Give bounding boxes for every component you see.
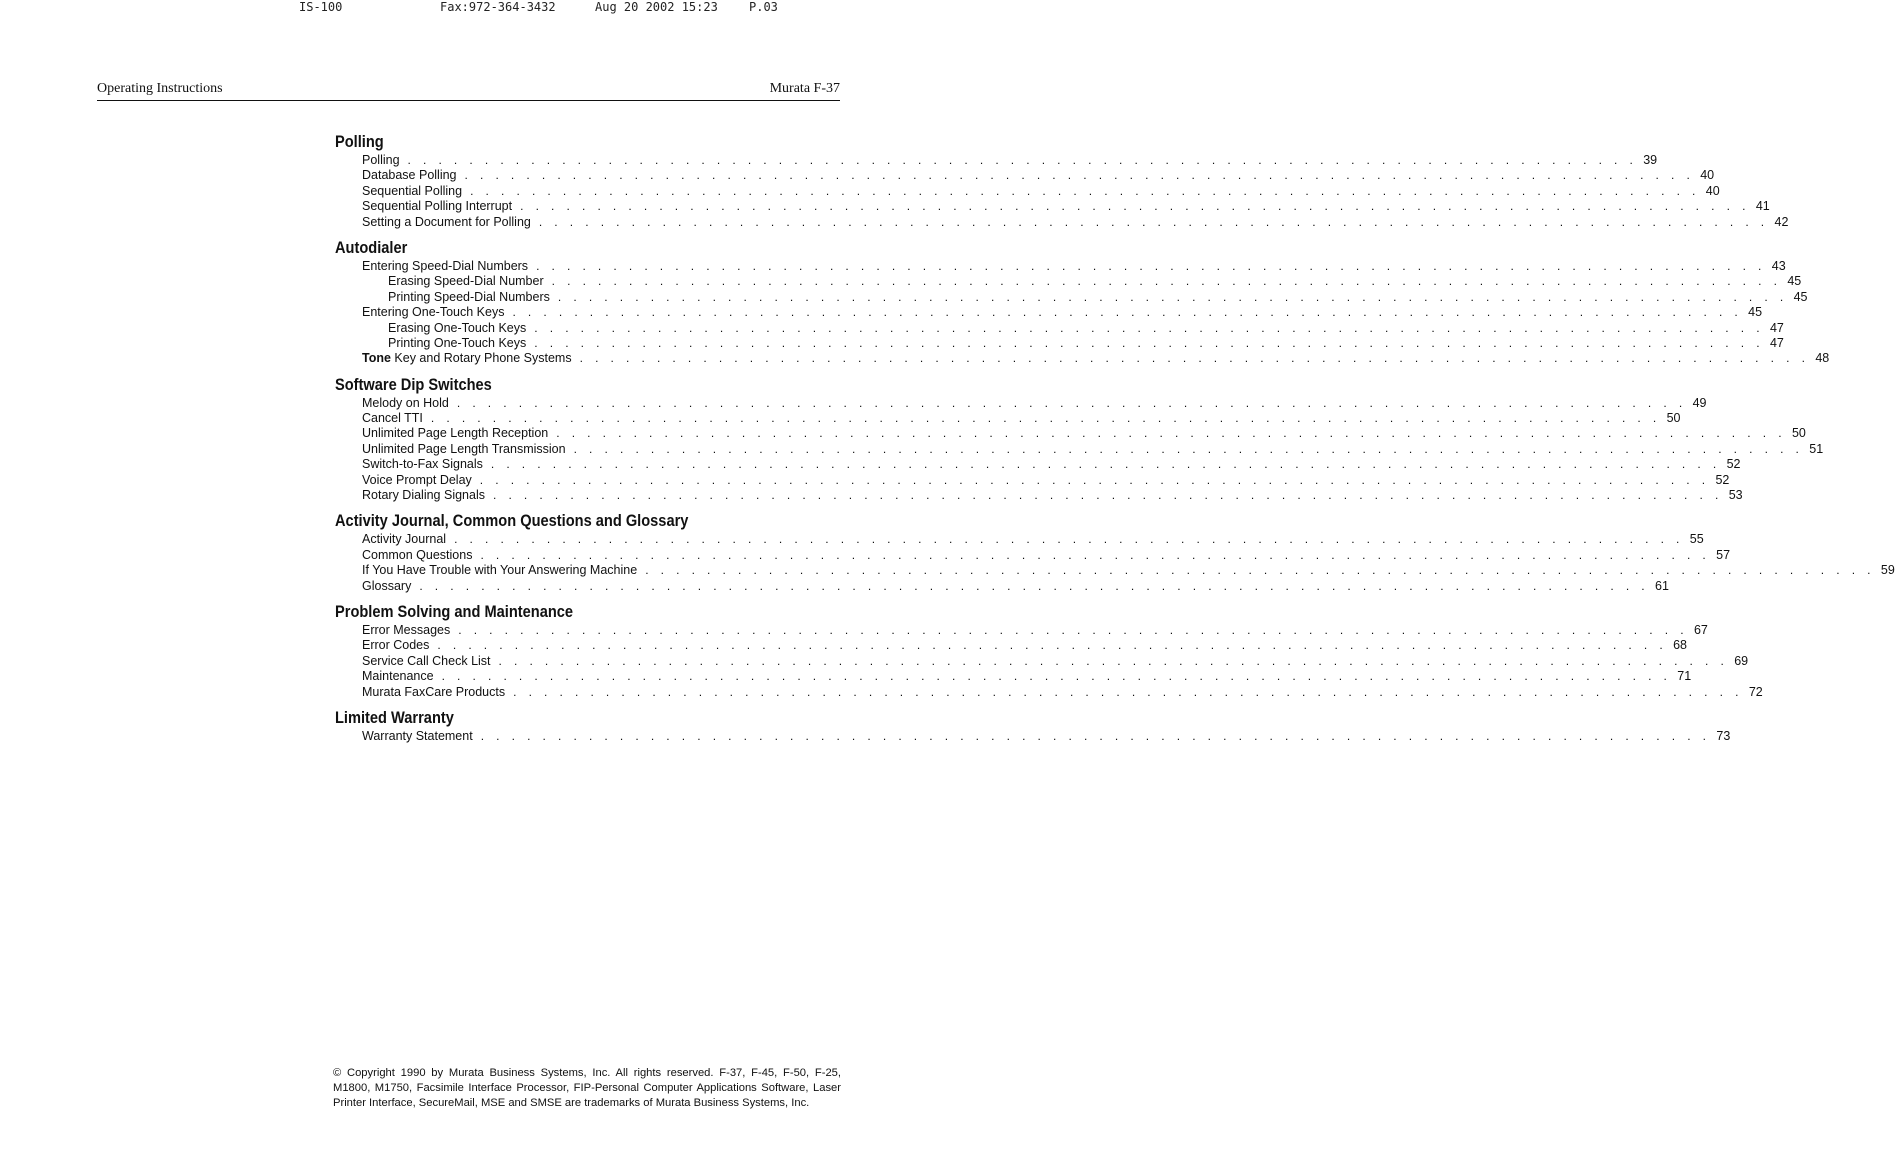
toc-entry-page: 50 — [1666, 411, 1681, 426]
dot-leader: . . . . . . . . . . . . . . . . . . . . . . . . . . . . . . . . . . . . . . . . . . . . . . . . . . . . . . . . . . . . . . . . . . . . . . . . . . . . . . . . — [454, 532, 1684, 547]
toc-entry-page: 71 — [1677, 669, 1692, 684]
toc-entry-label: Printing One-Touch Keys — [388, 335, 527, 350]
toc-entry — [335, 274, 1802, 289]
toc-entry-page: 39 — [1643, 153, 1658, 167]
toc-entry-page: 72 — [1748, 684, 1763, 699]
toc-entry-label — [362, 351, 572, 366]
toc-section — [335, 510, 1895, 594]
toc-entry-page: 49 — [1692, 395, 1707, 410]
table-of-contents — [335, 131, 1895, 751]
toc-section-title: Autodialer — [335, 237, 408, 257]
toc-entry-label: Voice Prompt Delay — [362, 472, 472, 487]
toc-entry — [335, 563, 1895, 578]
toc-entry — [335, 532, 1704, 547]
toc-entry — [335, 622, 1708, 638]
toc-entry-page: 48 — [1815, 351, 1830, 366]
fax-number: Fax:972-364-3432 — [440, 0, 556, 14]
toc-section-title: Polling — [335, 132, 384, 151]
toc-entry-label: Melody on Hold — [362, 395, 449, 410]
dot-leader: . . . . . . . . . . . . . . . . . . . . . . . . . . . . . . . . . . . . . . . . . . . . . . . . . . . . . . . . . . . . . . . . . . . . . . . . . . . . . . . . — [551, 274, 1782, 289]
toc-entry-page: 45 — [1748, 305, 1763, 320]
dot-leader: . . . . . . . . . . . . . . . . . . . . . . . . . . . . . . . . . . . . . . . . . . . . . . . . . . . . . . . . . . . . . . . . . . . . . . . . . . . . . . . . — [534, 335, 1764, 350]
dot-leader: . . . . . . . . . . . . . . . . . . . . . . . . . . . . . . . . . . . . . . . . . . . . . . . . . . . . . . . . . . . . . . . . . . . . . . . . . . . . . . . . — [538, 214, 1769, 229]
toc-entry-label: Cancel TTI — [362, 411, 423, 426]
toc-entry — [335, 289, 1808, 305]
toc-entry-label: Murata FaxCare Products — [362, 684, 506, 699]
dot-leader: . . . . . . . . . . . . . . . . . . . . . . . . . . . . . . . . . . . . . . . . . . . . . . . . . . . . . . . . . . . . . . . . . . . . . . . . . . . . . . . . — [441, 669, 1672, 684]
dot-leader: . . . . . . . . . . . . . . . . . . . . . . . . . . . . . . . . . . . . . . . . . . . . . . . . . . . . . . . . . . . . . . . . . . . . . . . . . . . . . . . . — [579, 351, 1810, 366]
toc-entry-page: 40 — [1700, 168, 1715, 183]
toc-entry-page: 59 — [1880, 563, 1895, 578]
dot-leader: . . . . . . . . . . . . . . . . . . . . . . . . . . . . . . . . . . . . . . . . . . . . . . . . . . . . . . . . . . . . . . . . . . . . . . . . . . . . . . . . — [573, 441, 1804, 456]
fax-transmission-header — [0, 0, 893, 16]
dot-leader: . . . . . . . . . . . . . . . . . . . . . . . . . . . . . . . . . . . . . . . . . . . . . . . . . . . . . . . . . . . . . . . . . . . . . . . . . . . . . . . . — [556, 426, 1786, 441]
dot-leader: . . . . . . . . . . . . . . . . . . . . . . . . . . . . . . . . . . . . . . . . . . . . . . . . . . . . . . . . . . . . . . . . . . . . . . . . . . . . . . . . — [513, 684, 1743, 699]
dot-leader: . . . . . . . . . . . . . . . . . . . . . . . . . . . . . . . . . . . . . . . . . . . . . . . . . . . . . . . . . . . . . . . . . . . . . . . . . . . . . . . . — [498, 653, 1729, 668]
dot-leader: . . . . . . . . . . . . . . . . . . . . . . . . . . . . . . . . . . . . . . . . . . . . . . . . . . . . . . . . . . . . . . . . . . . . . . . . . . . . . . . . — [645, 563, 1875, 578]
dot-leader: . . . . . . . . . . . . . . . . . . . . . . . . . . . . . . . . . . . . . . . . . . . . . . . . . . . . . . . . . . . . . . . . . . . . . . . . . . . . . . . . — [536, 258, 1766, 273]
toc-entry-label: Unlimited Page Length Transmission — [362, 441, 566, 456]
toc-entry — [335, 669, 1692, 684]
toc-entry — [335, 258, 1786, 274]
dot-leader: . . . . . . . . . . . . . . . . . . . . . . . . . . . . . . . . . . . . . . . . . . . . . . . . . . . . . . . . . . . . . . . . . . . . . . . . . . . . . . . . — [458, 622, 1688, 637]
toc-entry-page: 47 — [1769, 320, 1784, 335]
toc-entry-page: 68 — [1673, 638, 1687, 653]
running-head-left: Operating Instructions — [97, 81, 223, 96]
toc-entry-label: Glossary — [362, 578, 412, 593]
toc-entry-page: 53 — [1728, 488, 1743, 503]
toc-entry — [335, 547, 1731, 563]
toc-entry-label: Sequential Polling — [362, 183, 463, 198]
toc-entry-label: Erasing Speed-Dial Number — [388, 274, 544, 289]
toc-entry-page: 67 — [1693, 622, 1708, 637]
dot-leader: . . . . . . . . . . . . . . . . . . . . . . . . . . . . . . . . . . . . . . . . . . . . . . . . . . . . . . . . . . . . . . . . . . . . . . . . . . . . . . . . — [456, 395, 1687, 410]
toc-entry-page: 40 — [1705, 183, 1720, 198]
toc-entry-label: Activity Journal — [362, 532, 447, 547]
toc-section — [335, 131, 1789, 230]
toc-entry-label: If You Have Trouble with Your Answering Machine — [362, 563, 638, 578]
toc-entry-page: 69 — [1734, 653, 1749, 668]
toc-entry — [335, 653, 1749, 669]
toc-entry — [335, 320, 1784, 336]
dot-leader: . . . . . . . . . . . . . . . . . . . . . . . . . . . . . . . . . . . . . . . . . . . . . . . . . . . . . . . . . . . . . . . . . . . . . . . . . . . . . . . . — [557, 289, 1788, 304]
toc-entry-page: 52 — [1715, 472, 1730, 487]
toc-entry — [335, 395, 1707, 411]
toc-entry-page: 51 — [1809, 441, 1824, 456]
toc-entry-label: Erasing One-Touch Keys — [388, 320, 527, 335]
dot-leader: . . . . . . . . . . . . . . . . . . . . . . . . . . . . . . . . . . . . . . . . . . . . . . . . . . . . . . . . . . . . . . . . . . . . . . . . . . . . . . . . — [480, 547, 1711, 562]
toc-entry-label: Database Polling — [362, 168, 457, 183]
fax-date: Aug 20 2002 15:23 — [595, 0, 718, 14]
toc-entry-label-bold: Tone — [362, 351, 391, 366]
fax-page: P.03 — [749, 0, 778, 14]
toc-entry — [335, 153, 1658, 168]
toc-entry-label: Polling — [362, 153, 400, 167]
toc-entry-label: Rotary Dialing Signals — [362, 488, 485, 503]
toc-entry — [335, 441, 1824, 457]
dot-leader: . . . . . . . . . . . . . . . . . . . . . . . . . . . . . . . . . . . . . . . . . . . . . . . . . . . . . . . . . . . . . . . . . . . . . . . . . . . . . . . . — [407, 153, 1638, 167]
dot-leader: . . . . . . . . . . . . . . . . . . . . . . . . . . . . . . . . . . . . . . . . . . . . . . . . . . . . . . . . . . . . . . . . . . . . . . . . . . . . . . . . — [490, 457, 1721, 472]
dot-leader: . . . . . . . . . . . . . . . . . . . . . . . . . . . . . . . . . . . . . . . . . . . . . . . . . . . . . . . . . . . . . . . . . . . . . . . . . . . . . . . . — [430, 411, 1661, 426]
dot-leader: . . . . . . . . . . . . . . . . . . . . . . . . . . . . . . . . . . . . . . . . . . . . . . . . . . . . . . . . . . . . . . . . . . . . . . . . . . . . . . . . — [464, 168, 1695, 183]
toc-entry-page: 57 — [1716, 547, 1731, 562]
dot-leader: . . . . . . . . . . . . . . . . . . . . . . . . . . . . . . . . . . . . . . . . . . . . . . . . . . . . . . . . . . . . . . . . . . . . . . . . . . . . . . . . — [512, 305, 1743, 320]
toc-entry — [335, 305, 1763, 320]
toc-entry-label: Entering Speed-Dial Numbers — [362, 258, 529, 273]
toc-section-title: Activity Journal, Common Questions and Glossary — [335, 511, 689, 531]
dot-leader: . . . . . . . . . . . . . . . . . . . . . . . . . . . . . . . . . . . . . . . . . . . . . . . . . . . . . . . . . . . . . . . . . . . . . . . . . . . . . . . . — [534, 320, 1764, 335]
toc-entry-label: Unlimited Page Length Reception — [362, 426, 549, 441]
toc-entry-page: 43 — [1771, 258, 1786, 273]
toc-section — [335, 601, 1763, 700]
toc-entry-label: Sequential Polling Interrupt — [362, 199, 513, 214]
toc-entry — [335, 351, 1830, 366]
toc-entry-page: 50 — [1791, 426, 1806, 441]
toc-entry — [335, 457, 1741, 472]
toc-entry-label: Common Questions — [362, 547, 473, 562]
toc-entry-label: Entering One-Touch Keys — [362, 305, 505, 320]
toc-entry — [335, 183, 1720, 199]
toc-entry-page: 55 — [1689, 532, 1704, 547]
toc-entry — [335, 214, 1789, 230]
dot-leader: . . . . . . . . . . . . . . . . . . . . . . . . . . . . . . . . . . . . . . . . . . . . . . . . . . . . . . . . . . . . . . . . . . . . . . . . . . . . . . . . — [437, 638, 1668, 653]
dot-leader: . . . . . . . . . . . . . . . . . . . . . . . . . . . . . . . . . . . . . . . . . . . . . . . . . . . . . . . . . . . . . . . . . . . . . . . . . . . . . . . . — [470, 183, 1700, 198]
toc-entry — [335, 472, 1730, 488]
toc-entry-label: Service Call Check List — [362, 653, 491, 668]
dot-leader: . . . . . . . . . . . . . . . . . . . . . . . . . . . . . . . . . . . . . . . . . . . . . . . . . . . . . . . . . . . . . . . . . . . . . . . . . . . . . . . . — [520, 199, 1750, 214]
toc-section-title: Limited Warranty — [335, 707, 454, 727]
toc-entry-page: 42 — [1774, 214, 1789, 229]
toc-entry-label: Switch-to-Fax Signals — [362, 457, 483, 472]
copyright-notice: © Copyright 1990 by Murata Business Systems, Inc. All rights reserved. F-37, F-45, F-50, F-25, M1800, M1750, Facsimile Interface Processor, FIP-Personal Computer Applications Software, Laser Printer Interface, SecureMail, MSE and SMSE are trademarks of Murata Business Systems, Inc. — [333, 1067, 841, 1110]
toc-entry — [335, 488, 1743, 503]
toc-entry — [335, 426, 1806, 441]
toc-entry-label: Maintenance — [362, 669, 434, 684]
toc-section-title: Software Dip Switches — [335, 374, 492, 394]
toc-entry-label: Warranty Statement — [362, 728, 473, 743]
toc-entry-page: 73 — [1716, 728, 1731, 743]
toc-section-title: Problem Solving and Maintenance — [335, 601, 574, 621]
toc-entry-label-text: Key and Rotary Phone Systems — [394, 351, 572, 366]
toc-entry — [335, 199, 1770, 214]
toc-entry-page: 47 — [1769, 335, 1784, 350]
dot-leader: . . . . . . . . . . . . . . . . . . . . . . . . . . . . . . . . . . . . . . . . . . . . . . . . . . . . . . . . . . . . . . . . . . . . . . . . . . . . . . . . — [419, 578, 1650, 593]
toc-entry-label: Setting a Document for Polling — [362, 214, 531, 229]
toc-section — [335, 707, 1731, 744]
running-head-right: Murata F-37 — [769, 81, 840, 96]
toc-entry — [335, 411, 1681, 426]
toc-entry-page: 52 — [1726, 457, 1741, 472]
toc-entry — [335, 335, 1784, 351]
toc-entry — [335, 638, 1687, 653]
toc-entry-label: Printing Speed-Dial Numbers — [388, 289, 550, 304]
toc-entry-label: Error Messages — [362, 622, 451, 637]
toc-entry-page: 61 — [1655, 578, 1669, 593]
toc-section — [335, 237, 1830, 367]
toc-entry — [335, 168, 1715, 183]
toc-entry-label: Error Codes — [362, 638, 430, 653]
toc-section — [335, 374, 1824, 504]
toc-entry — [335, 684, 1763, 700]
toc-entry — [335, 578, 1669, 594]
fax-id: IS-100 — [299, 0, 343, 14]
dot-leader: . . . . . . . . . . . . . . . . . . . . . . . . . . . . . . . . . . . . . . . . . . . . . . . . . . . . . . . . . . . . . . . . . . . . . . . . . . . . . . . . — [479, 472, 1710, 487]
toc-entry-page: 45 — [1787, 274, 1802, 289]
toc-entry — [335, 728, 1731, 744]
dot-leader: . . . . . . . . . . . . . . . . . . . . . . . . . . . . . . . . . . . . . . . . . . . . . . . . . . . . . . . . . . . . . . . . . . . . . . . . . . . . . . . . — [480, 728, 1711, 743]
running-head — [97, 80, 840, 101]
toc-entry-page: 41 — [1755, 199, 1770, 214]
toc-entry-page: 45 — [1793, 289, 1808, 304]
dot-leader: . . . . . . . . . . . . . . . . . . . . . . . . . . . . . . . . . . . . . . . . . . . . . . . . . . . . . . . . . . . . . . . . . . . . . . . . . . . . . . . . — [492, 488, 1723, 503]
